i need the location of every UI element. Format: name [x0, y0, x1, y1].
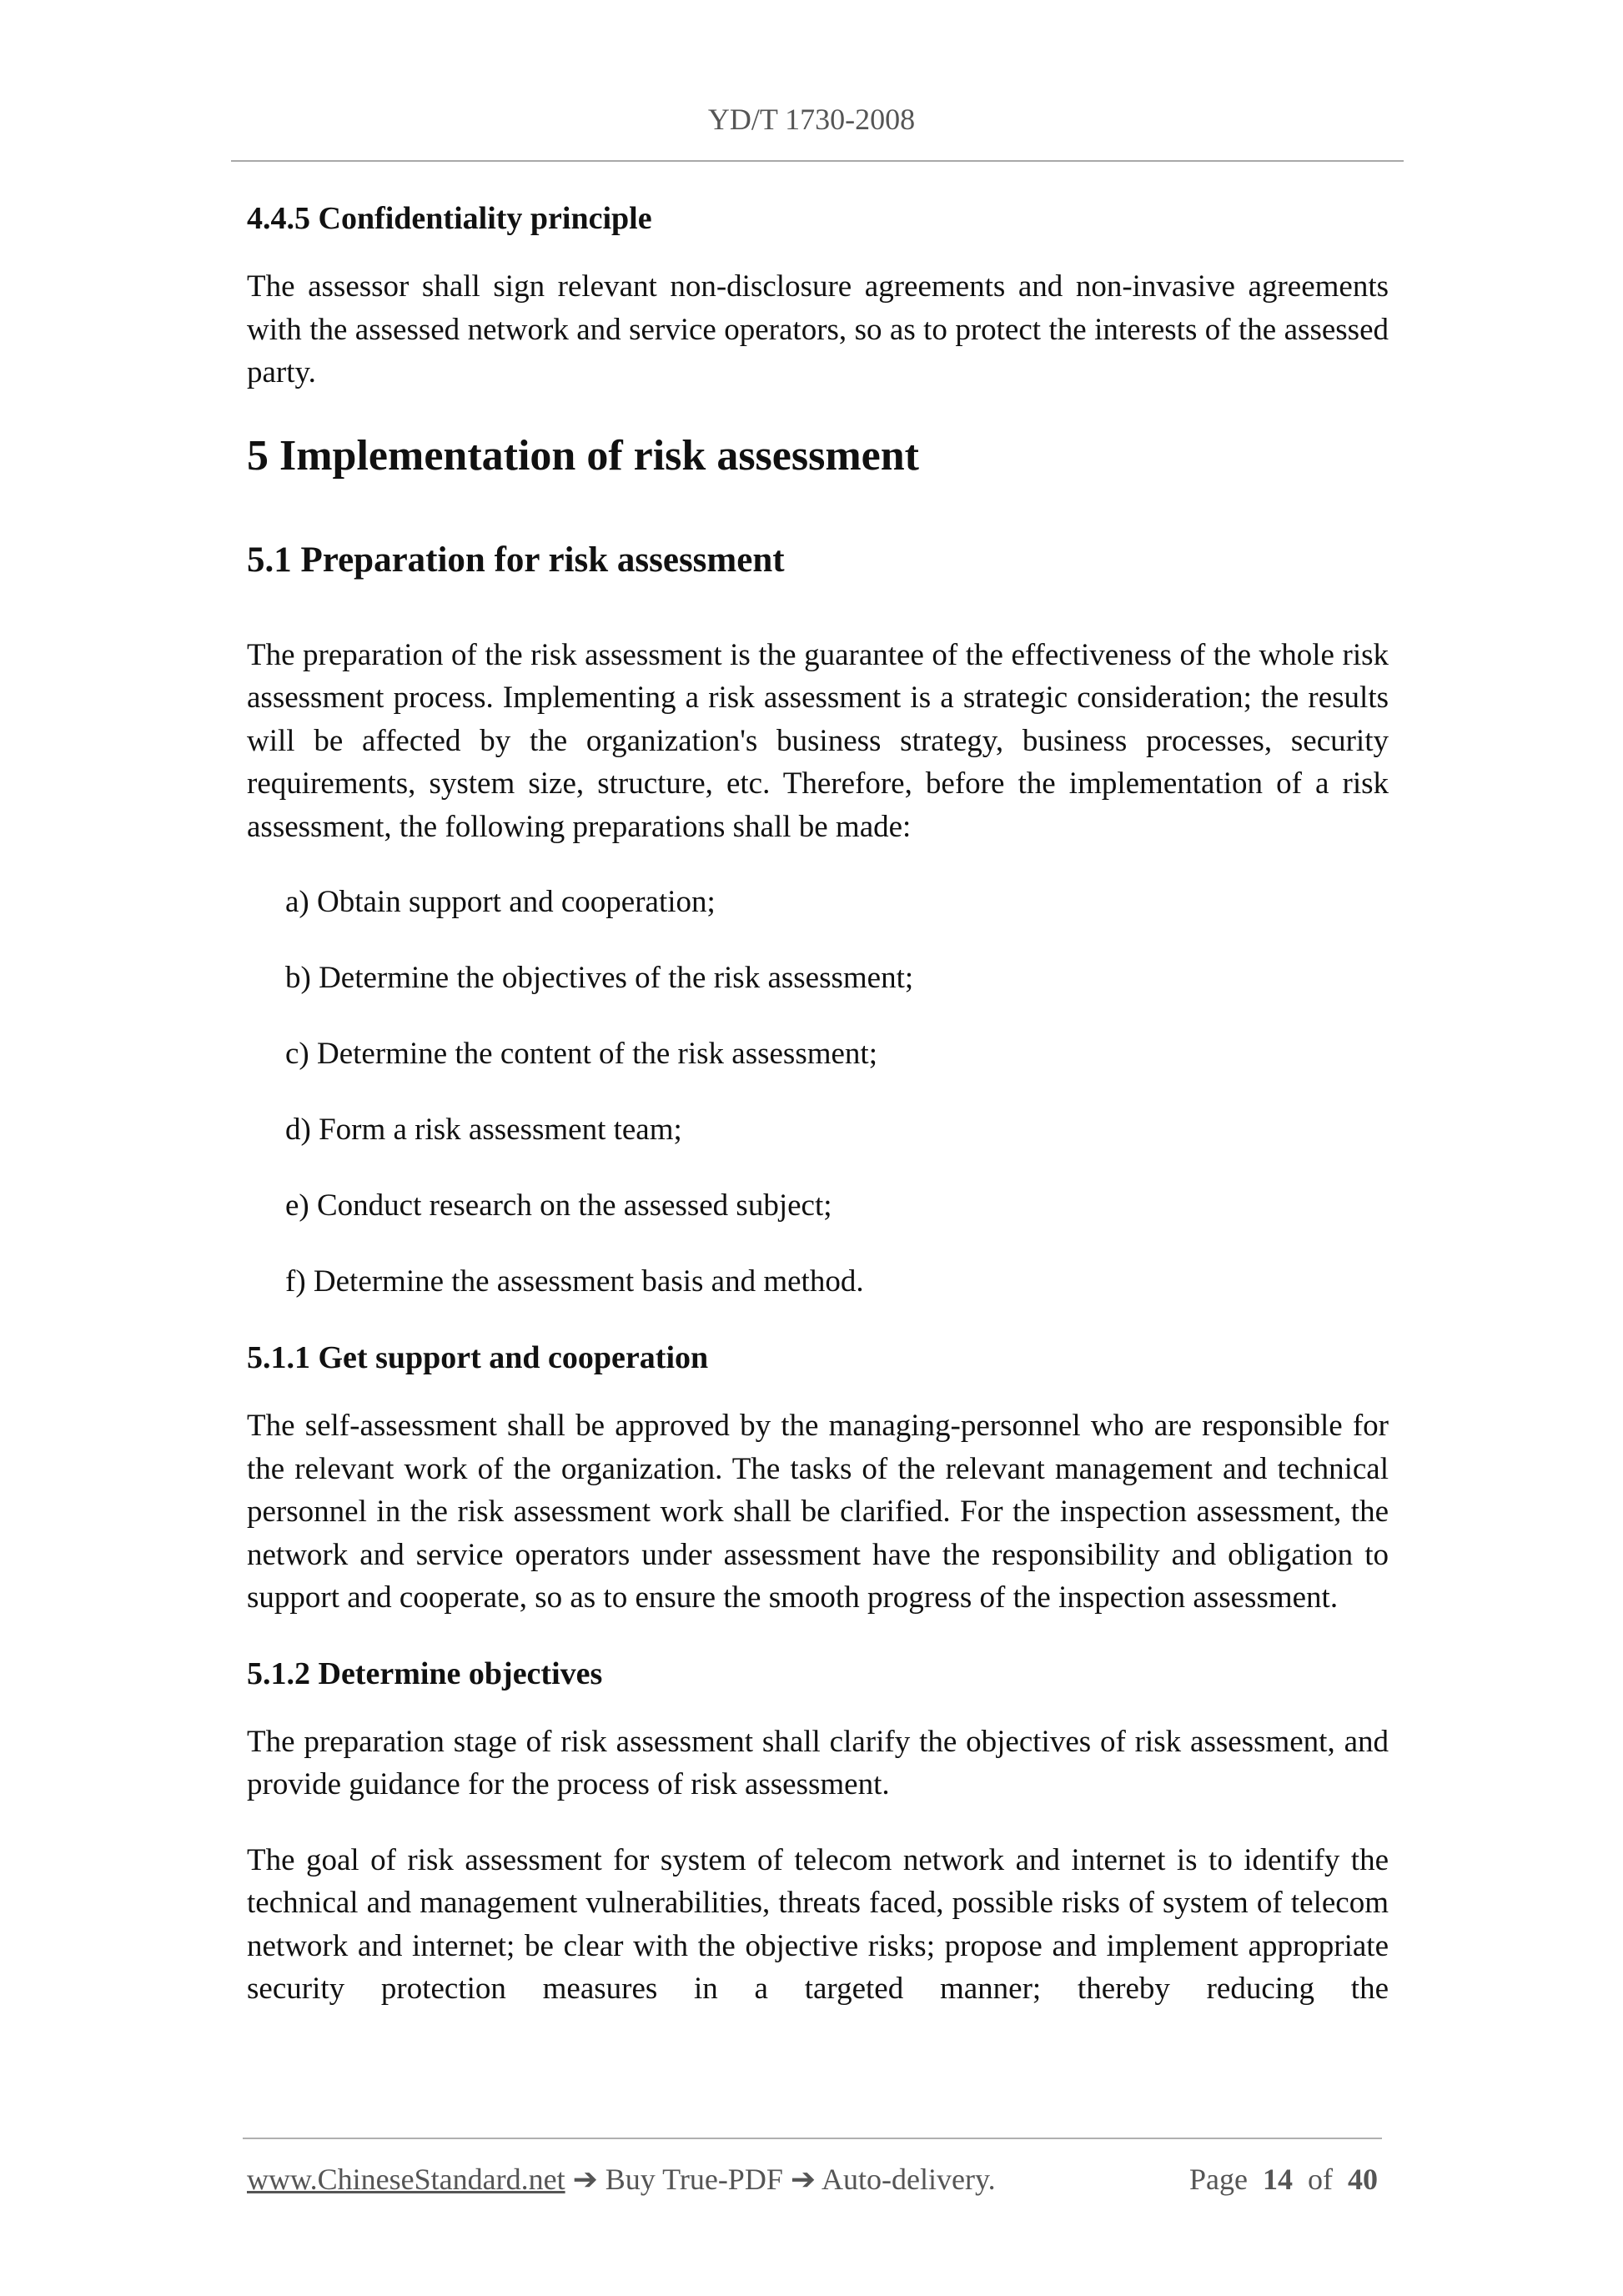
paragraph-objectives-2: The goal of risk assessment for system of telecom network and internet is to identify the technical and management vulnerabilities, threats faced, possible risks of system of telecom network and internet; be clear with the objective risks; propose and implement appropriate security protection measures in a targeted manner; thereby reducing the — [247, 1842, 1389, 2006]
buy-pdf-text: Buy True-PDF — [605, 2163, 783, 2196]
heading-5-1: 5.1 Preparation for risk assessment — [247, 540, 785, 580]
list-item: d) Form a risk assessment team; — [285, 1113, 682, 1147]
page-footer — [247, 2162, 1378, 2197]
auto-delivery-text: Auto-delivery. — [822, 2163, 996, 2196]
list-item: f) Determine the assessment basis and method. — [285, 1264, 864, 1299]
arrow-right-icon: ➔ — [565, 2163, 605, 2196]
paragraph-confidentiality: The assessor shall sign relevant non-disclosure agreements and non-invasive agreements with the assessed network and service operators, so as to protect the interests of the assessed party. — [247, 269, 1389, 389]
list-item: c) Determine the content of the risk assessment; — [285, 1037, 877, 1071]
heading-5-1-2: 5.1.2 Determine objectives — [247, 1655, 603, 1691]
footer-divider — [243, 2138, 1382, 2139]
paragraph-support: The self-assessment shall be approved by the managing-personnel who are responsible for the relevant work of the organization. The tasks of the relevant management and technical personnel in the risk assessment work shall be clarified. For the inspection assessment, the network and service operators under assessment have the responsibility and obligation to support and cooperate, so as to ensure the smooth progress of the inspection assessment. — [247, 1409, 1389, 1615]
preparation-list — [247, 881, 1389, 1304]
page-body — [247, 197, 1389, 2043]
page-label: Page — [1189, 2163, 1248, 2196]
heading-5: 5 Implementation of risk assessment — [247, 431, 919, 480]
heading-5-1-1: 5.1.1 Get support and cooperation — [247, 1340, 709, 1375]
document-code-header: YD/T 1730-2008 — [707, 103, 916, 136]
header-divider — [231, 160, 1404, 162]
website-link[interactable]: www.ChineseStandard.net — [247, 2163, 565, 2196]
paragraph-preparation: The preparation of the risk assessment is the guarantee of the effectiveness of the whole risk assessment process. Implementing a risk assessment is a strategic consideration; the results will be affected by the organization's business strategy, business processes, security requirements, system size, structure, etc. Therefore, before the implementation of a risk assessment, the following preparations shall be made: — [247, 637, 1389, 844]
arrow-right-icon: ➔ — [782, 2163, 822, 2196]
paragraph-objectives-1: The preparation stage of risk assessment shall clarify the objectives of risk assessment, and provide guidance for the process of risk assessment. — [247, 1724, 1389, 1801]
list-item: e) Conduct research on the assessed subject; — [285, 1188, 832, 1223]
page-indicator — [1189, 2162, 1378, 2197]
list-item: a) Obtain support and cooperation; — [285, 885, 716, 919]
of-label: of — [1308, 2163, 1333, 2196]
list-item: b) Determine the objectives of the risk assessment; — [285, 961, 914, 995]
heading-4-4-5: 4.4.5 Confidentiality principle — [247, 201, 652, 236]
total-pages: 40 — [1348, 2163, 1378, 2196]
current-page: 14 — [1263, 2163, 1293, 2196]
